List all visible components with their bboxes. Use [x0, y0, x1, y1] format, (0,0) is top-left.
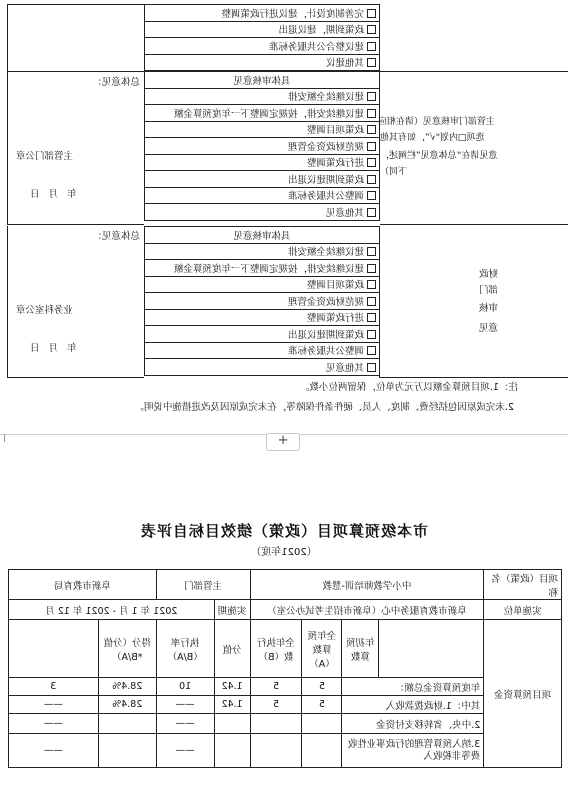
checkbox-icon[interactable]: [367, 363, 376, 372]
list-item: 规范财政资金管理: [145, 293, 380, 310]
list-item: 政策到期建议退出: [145, 171, 380, 188]
list-item: 建议继续全额安排: [145, 243, 380, 260]
period-label: 实施期: [214, 600, 250, 620]
list-item: 调整公共服务标准: [145, 187, 380, 204]
detail-header: 具体审核意见: [145, 227, 380, 244]
list-item: 其他建议: [145, 54, 380, 71]
checkbox-icon[interactable]: [367, 346, 376, 355]
page-corner-mark: [0, 434, 5, 442]
self-eval-table: [8, 569, 562, 768]
checkbox-icon[interactable]: [367, 247, 376, 256]
footnote-1: 注：1.项目预算金额以万元为单位，保留两位小数。: [299, 382, 518, 393]
detail-header: 具体审核意见: [145, 72, 380, 89]
checkbox-icon[interactable]: [367, 208, 376, 217]
period-value: 2021 年 1 月 - 2021 年 12 月: [9, 600, 215, 620]
checkbox-icon[interactable]: [367, 125, 376, 134]
project-name: 中小学教师培训-慧教: [250, 570, 484, 600]
checkbox-icon[interactable]: [367, 280, 376, 289]
supervisor-summary-cell: [7, 71, 144, 225]
note-line: 主管部门审核意见（请在相应: [378, 117, 496, 127]
top-empty-cell: [7, 4, 144, 72]
checkbox-icon[interactable]: [367, 264, 376, 273]
summary-label: 总体意见：: [92, 77, 140, 88]
row-label: 年度预算资金总额：: [342, 678, 484, 696]
checkbox-icon[interactable]: [367, 25, 376, 34]
checkbox-icon[interactable]: [367, 297, 376, 306]
finance-options: [144, 226, 380, 376]
table-row: 其中：1.财政拨款收入 5 5 1.42 —— 28.4% ——: [9, 696, 562, 714]
list-item: 其他意见: [145, 204, 380, 221]
seal-label: 业务科室公章: [16, 305, 74, 316]
dept-value: 阜新市教育局: [9, 570, 157, 600]
unit-value: 阜新市教育服务中心（阜新市招生考试办公室）: [250, 600, 484, 620]
note-line: 意见请在“总体意见”栏阐述，: [380, 151, 498, 161]
list-item: 建议继续安排，按规定调整下一年度预算金额: [145, 260, 380, 277]
col-header: 全年执行数（B）: [250, 620, 302, 678]
date-label: 年 月 日: [30, 189, 77, 200]
note-line: 下同）: [380, 167, 408, 177]
list-item: 建议继续安排，按规定调整下一年度预算金额: [145, 105, 380, 122]
row-label: 其中：1.财政拨款收入: [342, 696, 484, 714]
col-header: 分值: [214, 620, 250, 678]
finance-label-cell: [379, 226, 568, 378]
list-item: 政策项目调整: [145, 276, 380, 293]
list-item: 政策到期，建议退出: [145, 21, 380, 38]
list-item: 建议整合公共服务标准: [145, 38, 380, 55]
side-label: 财政: [478, 269, 498, 280]
checkbox-icon[interactable]: [367, 9, 376, 18]
checkbox-icon[interactable]: [367, 313, 376, 322]
seal-label: 主管部门公章: [16, 151, 74, 162]
date-label: 年 月 日: [30, 343, 77, 354]
budget-label: 项目预算资金: [484, 620, 562, 768]
list-item: 政策到期建议退出: [145, 326, 380, 343]
side-label: 部门: [478, 285, 498, 296]
list-item: 完善制度设计，建议进行政策调整: [145, 5, 380, 22]
row-label: 3.纳入预算管理的行政事业性收费等非税收入: [342, 734, 484, 768]
list-item: 调整公共服务标准: [145, 342, 380, 359]
footnote-2: 2.未完成原因包括经费、制度、人员、硬件条件保障等，在未完成原因及改进措施中说明。: [134, 402, 514, 413]
list-item: 其他意见: [145, 359, 380, 376]
col-header: 年初预算数: [342, 620, 379, 678]
checkbox-icon[interactable]: [367, 109, 376, 118]
table-row: 2.中央、省转移支付资金 —— ——: [9, 714, 562, 734]
dept-label: 主管部门: [156, 570, 250, 600]
summary-label: 总体意见：: [92, 231, 140, 242]
table-row: 3.纳入预算管理的行政事业性收费等非税收入 —— ——: [9, 734, 562, 768]
project-name-label: 项目（政策）名称: [484, 570, 562, 600]
col-header: 得分（分值*B/A）: [98, 620, 156, 678]
note-line: 选项□内划“√”，如有其他: [380, 133, 485, 143]
checkbox-icon[interactable]: [367, 158, 376, 167]
list-item: 规范财政资金管理: [145, 138, 380, 155]
checkbox-icon[interactable]: [367, 58, 376, 67]
checkbox-icon[interactable]: [367, 175, 376, 184]
row-label: 2.中央、省转移支付资金: [342, 714, 484, 734]
list-item: 进行政策调整: [145, 154, 380, 171]
table-row: 年度预算资金总额： 5 5 1.42 10 28.4% 3: [9, 678, 562, 696]
supervisor-note-cell: [380, 71, 568, 225]
checkbox-icon[interactable]: [367, 92, 376, 101]
supervisor-options: [144, 71, 380, 221]
checkbox-icon[interactable]: [367, 191, 376, 200]
form-year: （2021年度）: [251, 547, 317, 558]
finance-summary-cell: [7, 226, 144, 378]
col-header: 执行率（B/A）: [156, 620, 214, 678]
checkbox-icon[interactable]: [367, 42, 376, 51]
list-item: 政策项目调整: [145, 121, 380, 138]
top-option-list: [144, 4, 380, 71]
list-item: 进行政策调整: [145, 309, 380, 326]
list-item: 建议继续全额安排: [145, 88, 380, 105]
checkbox-icon[interactable]: [367, 330, 376, 339]
unit-label: 实施单位: [484, 600, 562, 620]
side-label: 审核: [478, 303, 498, 314]
add-button[interactable]: +: [266, 433, 300, 451]
side-label: 意见: [478, 323, 498, 334]
col-header: 全年预算数（A）: [302, 620, 342, 678]
checkbox-icon[interactable]: [367, 142, 376, 151]
form-title: 市本级预算项目（政策）绩效目标自评表: [140, 522, 429, 540]
